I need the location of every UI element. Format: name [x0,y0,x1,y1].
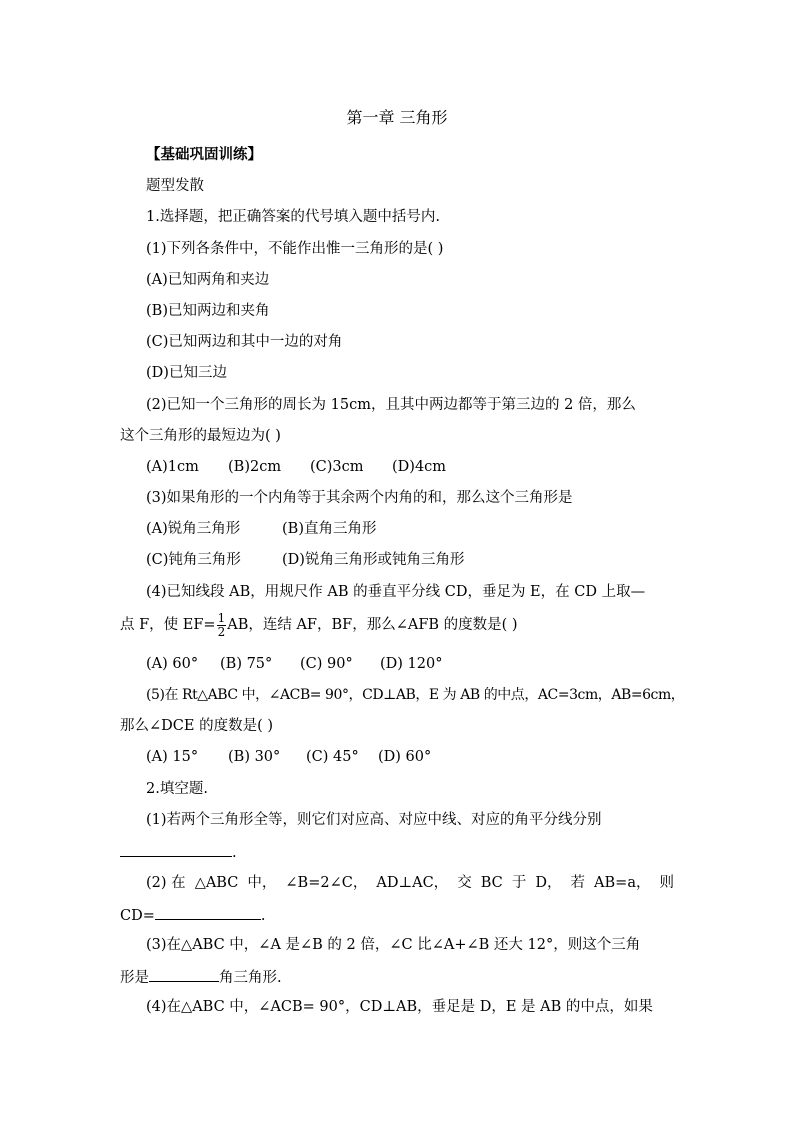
q1-4-option-c: (C) 90° [300,656,353,672]
q2-2-token: 若 [570,875,586,891]
q2-intro: 2.填空题. [146,781,208,797]
chapter-title: 第一章 三角形 [346,108,448,127]
q1-2-option-a: (A)1cm [146,459,199,475]
q2-2-token: AB=a， [594,875,651,891]
q1-5-stem-line2: 那么∠DCE 的度数是( ) [120,718,273,734]
q1-1-stem: (1)下列各条件中，不能作出惟一三角形的是( ) [146,241,444,257]
q1-5-stem-line1: (5)在 Rt△ABC 中，∠ACB= 90°，CD⊥AB，E 为 AB 的中点，AC=3cm，AB=6cm， [146,687,685,703]
q1-3-options-row1 [146,520,376,538]
q1-4-options [146,655,442,673]
q1-3-option-b: (B)直角三角形 [282,521,377,537]
q1-2-option-d: (D)4cm [392,459,447,475]
q2-2-end: . [260,908,266,924]
section-heading: 【基础巩固训练】 [146,146,262,163]
q1-5-option-d: (D) 60° [378,749,432,765]
q2-2-token: 则 [659,875,674,891]
q2-2-token: AD⊥AC， [376,875,449,891]
q2-2-token: 中， [247,875,277,891]
q2-3-stem-line1: (3)在△ABC 中，∠A 是∠B 的 2 倍，∠C 比∠A+∠B 还大 12°，则这个三角 [146,937,641,953]
q1-5-options [146,748,431,766]
q1-2-option-c: (C)3cm [310,459,364,475]
q1-4-option-b: (B) 75° [220,656,273,672]
q2-2-token: BC [480,875,503,891]
q2-2-line2-pre: CD= [120,908,155,924]
q2-2-stem-line1 [146,874,674,892]
q2-2-token: ∠B=2∠C， [285,875,368,891]
fraction-one-half [217,612,227,639]
fraction-numerator: 1 [217,610,226,625]
q1-3-option-c: (C)钝角三角形 [146,552,241,568]
q2-3-answer-blank[interactable] [149,967,219,982]
q2-2-token: D， [535,875,562,891]
q1-4-stem-line1: (4)已知线段 AB，用规尺作 AB 的垂直平分线 CD，垂足为 E，在 CD 上取— [146,584,646,600]
q1-3-option-d: (D)锐角三角形或钝角三角形 [282,552,465,568]
q2-1-stem-line1: (1)若两个三角形全等，则它们对应高、对应中线、对应的角平分线分别 [146,812,602,828]
q1-2-stem-line2: 这个三角形的最短边为( ) [120,428,281,444]
q2-2-line2 [120,905,265,925]
q1-1-option-c: (C)已知两边和其中一边的对角 [146,334,343,350]
q2-1-line2 [120,842,237,862]
q2-2-token: 于 [511,875,527,891]
q1-4-option-d: (D) 120° [380,656,443,672]
q2-1-end: . [232,845,237,861]
q1-3-options-row2 [146,551,464,569]
subsection-heading: 题型发散 [146,178,204,194]
q2-3-line2-post: 角三角形. [219,970,282,986]
q1-4-option-a: (A) 60° [146,656,199,672]
q1-intro: 1.选择题，把正确答案的代号填入题中括号内. [146,209,440,225]
q1-2-options [146,458,446,476]
q1-5-option-a: (A) 15° [146,749,199,765]
fraction-denominator: 2 [217,624,226,639]
q2-1-answer-blank[interactable] [120,842,232,857]
q1-5-option-b: (B) 30° [228,749,281,765]
q1-3-option-a: (A)锐角三角形 [146,521,241,537]
q2-2-token: (2) 在 [146,875,186,891]
q2-2-answer-blank[interactable] [155,905,261,920]
q1-1-option-b: (B)已知两边和夹角 [146,303,270,319]
q1-1-option-a: (A)已知两角和夹边 [146,272,270,288]
q1-4-stem-pre: 点 F，使 EF= [120,617,216,633]
q1-4-stem-line2 [120,610,518,640]
q1-2-option-b: (B)2cm [228,459,282,475]
q1-4-stem-post: AB，连结 AF，BF，那么∠AFB 的度数是( ) [227,617,518,633]
q1-3-stem: (3)如果角形的一个内角等于其余两个内角的和，那么这个三角形是 [146,490,573,506]
q2-2-token: 交 [457,875,472,891]
q2-3-line2 [120,967,282,987]
q2-3-line2-pre: 形是 [120,970,149,986]
q1-5-option-c: (C) 45° [306,749,359,765]
q1-1-option-d: (D)已知三边 [146,365,227,381]
q2-2-token: △ABC [194,875,239,891]
q1-2-stem-line1: (2)已知一个三角形的周长为 15cm，且其中两边都等于第三边的 2 倍，那么 [146,397,636,413]
q2-4-stem-line1: (4)在△ABC 中，∠ACB= 90°，CD⊥AB，垂足是 D，E 是 AB 的中点，如果 [146,999,653,1015]
